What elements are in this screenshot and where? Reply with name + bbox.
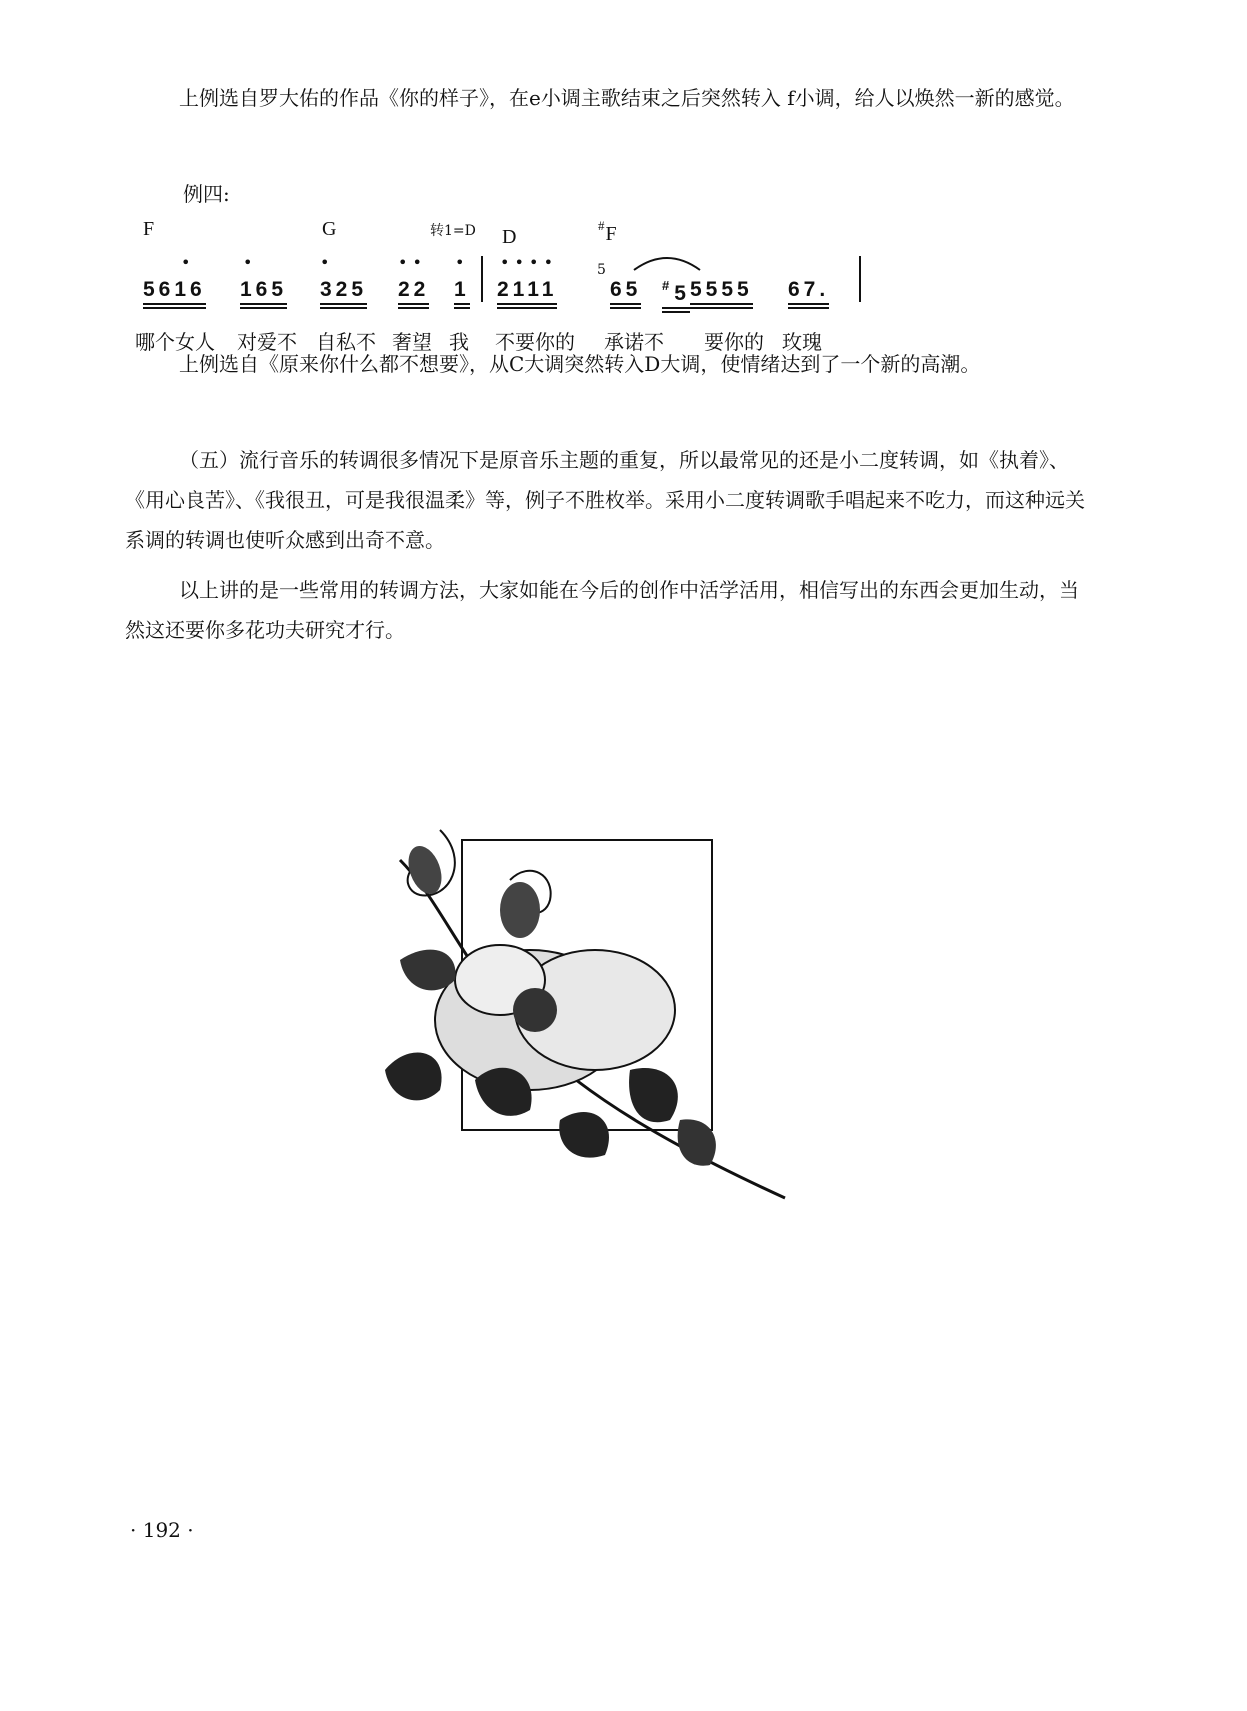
note-group-6: 2111: [497, 278, 557, 305]
lyric-1: 哪个女人: [135, 330, 215, 354]
lyric-3: 自私不: [316, 330, 376, 354]
end-bar-line: [859, 256, 861, 302]
note-group-2: 165: [240, 278, 287, 305]
modulation-marking: 转1=D: [430, 223, 476, 239]
chord-f: F: [143, 218, 155, 240]
note-group-9: 5555: [690, 278, 753, 305]
chord-f-sharp: #F: [598, 218, 617, 245]
note-group-3: 325: [320, 278, 367, 305]
lyric-9: 玫瑰: [782, 330, 822, 354]
chord-g: G: [322, 218, 337, 240]
example-label: 例四:: [183, 182, 230, 206]
lyric-7: 承诺不: [604, 330, 664, 354]
chord-d: D: [502, 226, 517, 248]
note-group-4: 22: [398, 278, 429, 305]
tie-arc: [632, 252, 702, 272]
lyric-4: 奢望: [392, 330, 432, 354]
grace-note: 5: [597, 262, 606, 278]
paragraph-3: （五）流行音乐的转调很多情况下是原音乐主题的重复，所以最常见的还是小二度转调，如《执着》、《用心良苦》、《我很丑，可是我很温柔》等，例子不胜枚举。采用小二度转调歌手唱起来不吃力，而这种远关系调的转调也使听众感到出奇不意。: [125, 448, 1085, 552]
lyric-6: 不要你的: [495, 330, 575, 354]
note-group-8: #5: [662, 278, 690, 309]
document-page: 上例选自罗大佑的作品《你的样子》，在e小调主歌结束之后突然转入 f小调，给人以焕然一新的感觉。 例四: F G 转1=D D #F • • • • • • • • • • 5616 165 325 22 1 2111 5 65 #5 5555 67. 哪个女人 对爱不 自私不 奢望 我 不要你的 承诺不 要你的 玫瑰 上例选自《原来你什么都不想要》，从C大调突然转入D大调，使情绪达到了一个新的高潮。 （五）流行音乐的转调很多情况下是原音乐主题的重复，所以最常见的还是小二度转调，如《执着》、《用心良苦》、《我很丑，可是我很温柔》等，例子不胜枚举。采用小二度转调歌手唱起来不吃力，而这种远关系调的转调也使听众感到出奇不意。 以上讲的是一些常用的转调方法，大家如能在今后的创作中活学活用，相信写出的东西会更加生动，当然这还要你多花功夫研究才行。 · 192 ·: [0, 0, 1247, 1711]
lyric-2: 对爱不: [237, 330, 297, 354]
paragraph-1: 上例选自罗大佑的作品《你的样子》，在e小调主歌结束之后突然转入 f小调，给人以焕然一新的感觉。: [179, 86, 1075, 110]
paragraph-2: 上例选自《原来你什么都不想要》，从C大调突然转入D大调，使情绪达到了一个新的高潮。: [179, 352, 981, 376]
note-group-1: 5616: [143, 278, 206, 305]
note-group-5: 1: [454, 278, 470, 305]
rose-illustration: [380, 820, 800, 1210]
bar-line: [481, 256, 483, 302]
note-group-7: 65: [610, 278, 641, 305]
note-group-10: 67.: [788, 278, 829, 305]
lyric-8: 要你的: [704, 330, 764, 354]
page-number: · 192 ·: [130, 1518, 194, 1542]
lyric-5: 我: [449, 330, 469, 354]
high-octave-dots: •: [181, 253, 191, 272]
paragraph-4: 以上讲的是一些常用的转调方法，大家如能在今后的创作中活学活用，相信写出的东西会更加生动，当然这还要你多花功夫研究才行。: [125, 578, 1079, 642]
